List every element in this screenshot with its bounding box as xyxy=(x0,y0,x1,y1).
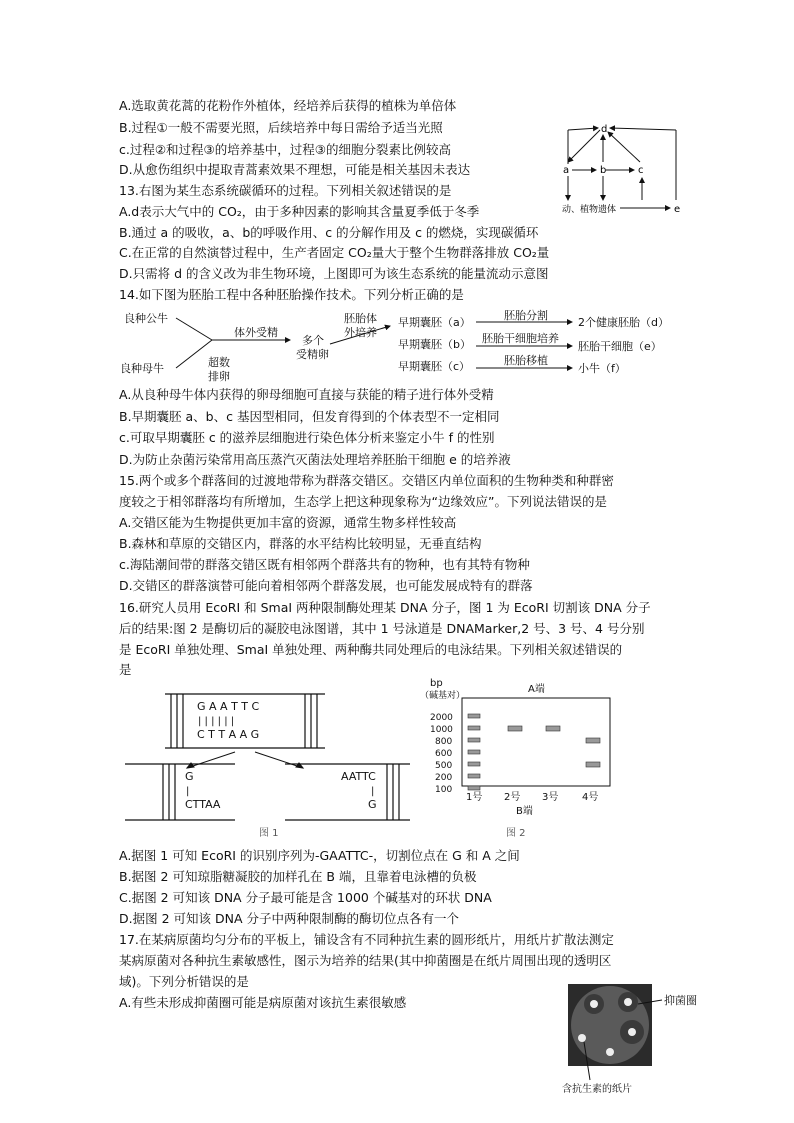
fig1-right-bottom: G xyxy=(368,798,377,811)
q15-stem-1: 15.两个或多个群落间的过渡地带称为群落交错区。交错区内单位面积的生物种类和种群密 xyxy=(119,473,614,488)
q12-option-c: c.过程②和过程③的培养基中，过程③的细胞分裂素比例较高 xyxy=(119,142,451,157)
q15-option-d: D.交错区的群落演替可能向着相邻两个群落发展，也可能发展成特有的群落 xyxy=(119,578,533,593)
fig2-end-b: B端 xyxy=(516,806,533,817)
stemcell-label: 胚胎干细胞培养 xyxy=(482,332,559,345)
fig1-left-top: G xyxy=(185,770,194,783)
eggs-label-1: 多个 xyxy=(302,334,324,347)
antibiotic-disc xyxy=(606,1048,614,1056)
fig2-bp: bp xyxy=(430,678,443,689)
result-d: 2个健康胚胎（d） xyxy=(578,316,669,329)
q14-option-c: c.可取早期囊胚 c 的滋养层细胞进行染色体分析来鉴定小牛 f 的性别 xyxy=(119,430,495,445)
fig2-end-a: A端 xyxy=(528,684,545,695)
q16-stem-1: 16.研究人员用 EcoRI 和 SmaI 两种限制酶处理某 DNA 分子，图 1 为 EcoRI 切割该 DNA 分子 xyxy=(119,600,651,615)
fig1-left-bond: | xyxy=(186,786,190,797)
culture-label-2: 外培养 xyxy=(344,326,377,339)
fig2-tick: 1000 xyxy=(430,725,453,735)
transfer-label: 胚胎移植 xyxy=(504,354,548,367)
fig2-lane-label: 4号 xyxy=(582,792,599,803)
q17-stem-1: 17.在某病原菌均匀分布的平板上，铺设含有不同种抗生素的圆形纸片，用纸片扩散法测定 xyxy=(119,932,614,947)
q16-stem-3: 是 EcoRI 单独处理、SmaI 单独处理、两种酶共同处理后的电泳结果。下列相关叙述错误的 xyxy=(119,642,623,657)
q14-option-d: D.为防止杂菌污染常用高压蒸汽灭菌法处理培养胚胎干细胞 e 的培养液 xyxy=(119,452,511,467)
q15-option-a: A.交错区能为生物提供更加丰富的资源，通常生物多样性较高 xyxy=(119,515,457,530)
q14-stem: 14.如下图为胚胎工程中各种胚胎操作技术。下列分析正确的是 xyxy=(119,287,464,302)
blastocyst-c: 早期囊胚（c） xyxy=(398,360,471,373)
q15-option-b: B.森林和草原的交错区内，群落的水平结构比较明显，无垂直结构 xyxy=(119,536,482,551)
gel-band xyxy=(468,714,480,718)
gel-band xyxy=(468,726,480,730)
fig2-caption: 图 2 xyxy=(506,828,526,839)
q16-option-d: D.据图 2 可知该 DNA 分子中两种限制酶的酶切位点各有一个 xyxy=(119,911,459,926)
q13-option-a: A.d表示大气中的 CO₂，由于多种因素的影响其含量夏季低于冬季 xyxy=(119,204,480,219)
fig2-tick: 600 xyxy=(435,749,453,759)
node-remains: 动、植物遗体 xyxy=(562,205,617,215)
q14-option-b: B.早期囊胚 a、b、c 基因型相同，但发育得到的个体表型不一定相同 xyxy=(119,409,500,424)
split-label: 胚胎分割 xyxy=(504,309,548,322)
fig2-unit: （碱基对） xyxy=(420,691,466,701)
label-inhibition-zone: 抑菌圈 xyxy=(664,994,697,1007)
node-c: c xyxy=(638,165,644,176)
antibiotic-disc xyxy=(590,1000,598,1008)
gel-band xyxy=(468,774,480,778)
gel-band xyxy=(468,750,480,754)
fig2-lane-label: 1号 xyxy=(466,792,483,803)
petri-dish-figure xyxy=(562,982,712,1097)
q12-option-b: B.过程①一般不需要光照，后续培养中每日需给予适当光照 xyxy=(119,120,443,135)
fig1-bottom-strand: C T T A A G xyxy=(197,728,260,741)
node-b: b xyxy=(600,165,607,176)
fig2-tick: 500 xyxy=(435,761,453,771)
bull-label: 良种公牛 xyxy=(124,312,168,325)
fig1-right-bond: | xyxy=(371,786,375,797)
result-f: 小牛（f） xyxy=(578,362,626,375)
fig2-tick: 100 xyxy=(435,785,453,795)
antibiotic-disc xyxy=(624,998,632,1006)
fig1-left-bottom: CTTAA xyxy=(185,798,221,811)
gel-band xyxy=(586,762,600,767)
gel-band xyxy=(508,726,522,731)
gel-band xyxy=(468,738,480,742)
q16-option-a: A.据图 1 可知 EcoRI 的识别序列为-GAATTC-，切割位点在 G 和 A 之间 xyxy=(119,848,520,863)
q13-option-c: C.在正常的自然演替过程中，生产者固定 CO₂量大于整个生物群落排放 CO₂量 xyxy=(119,245,550,260)
q15-option-c: c.海陆潮间带的群落交错区既有相邻两个群落共有的物种，也有其特有物种 xyxy=(119,557,530,572)
result-e: 胚胎干细胞（e） xyxy=(578,340,662,353)
antibiotic-disc xyxy=(578,1034,586,1042)
carbon-cycle-diagram xyxy=(560,120,685,220)
superov-label-2: 排卵 xyxy=(208,370,230,383)
ivf-label: 体外受精 xyxy=(234,326,278,339)
culture-label-1: 胚胎体 xyxy=(344,312,377,325)
fig2-lane-label: 3号 xyxy=(542,792,559,803)
label-antibiotic-paper: 含抗生素的纸片 xyxy=(562,1084,632,1095)
q13-option-d: D.只需将 d 的含义改为非生物环境，上图即可为该生态系统的能量流动示意图 xyxy=(119,266,549,281)
gel-band xyxy=(468,762,480,766)
node-d: d xyxy=(601,124,608,135)
q12-option-a: A.选取黄花蒿的花粉作外植体，经培养后获得的植株为单倍体 xyxy=(119,98,457,113)
figure-1-dna-cut xyxy=(125,688,415,838)
antibiotic-disc xyxy=(628,1028,636,1036)
q16-option-c: C.据图 2 可知该 DNA 分子最可能是含 1000 个碱基对的环状 DNA xyxy=(119,890,492,905)
q13-option-b: B.通过 a 的吸收，a、b的呼吸作用、c 的分解作用及 c 的燃烧，实现碳循环 xyxy=(119,225,539,240)
eggs-label-2: 受精卵 xyxy=(296,348,329,361)
q17-stem-2: 某病原菌对各种抗生素敏感性，图示为培养的结果(其中抑菌圈是在纸片周围出现的透明区 xyxy=(119,953,612,968)
blastocyst-a: 早期囊胚（a） xyxy=(398,316,471,329)
q16-stem-4: 是 xyxy=(119,662,132,677)
embryo-diagram xyxy=(120,306,700,384)
blastocyst-b: 早期囊胚（b） xyxy=(398,338,471,351)
fig2-lane-label: 2号 xyxy=(504,792,521,803)
q17-stem-3: 域)。下列分析错误的是 xyxy=(119,974,249,989)
q12-option-d: D.从愈伤组织中提取青蒿素效果不理想，可能是相关基因未表达 xyxy=(119,162,471,177)
fig1-right-top: AATTC xyxy=(341,770,376,783)
q15-stem-2: 度较之于相邻群落均有所增加，生态学上把这种现象称为“边缘效应”。下列说法错误的是 xyxy=(119,494,607,509)
gel-band xyxy=(546,726,560,731)
fig2-tick: 2000 xyxy=(430,713,453,723)
q17-option-a: A.有些未形成抑菌圈可能是病原菌对该抗生素很敏感 xyxy=(119,995,407,1010)
q16-stem-2: 后的结果:图 2 是酶切后的凝胶电泳图谱，其中 1 号泳道是 DNAMarker,2 号、3 号、4 号分别 xyxy=(119,621,645,636)
superov-label-1: 超数 xyxy=(208,356,230,369)
fig1-caption: 图 1 xyxy=(259,828,279,838)
fig2-tick: 200 xyxy=(435,773,453,783)
figure-2-gel xyxy=(420,672,620,842)
fig2-tick: 800 xyxy=(435,737,453,747)
gel-band xyxy=(586,738,600,743)
q14-option-a: A.从良种母牛体内获得的卵母细胞可直接与获能的精子进行体外受精 xyxy=(119,387,494,402)
node-e: e xyxy=(674,204,681,215)
cow-label: 良种母牛 xyxy=(120,362,164,375)
q13-stem: 13.右图为某生态系统碳循环的过程。下列相关叙述错误的是 xyxy=(119,183,452,198)
node-a: a xyxy=(563,165,570,176)
fig1-bonds: | | | | | | xyxy=(198,716,235,727)
q16-option-b: B.据图 2 可知琼脂糖凝胶的加样孔在 B 端，且靠着电泳槽的负极 xyxy=(119,869,477,884)
fig1-top-strand: G A A T T C xyxy=(197,700,260,713)
gel-band xyxy=(468,786,480,790)
